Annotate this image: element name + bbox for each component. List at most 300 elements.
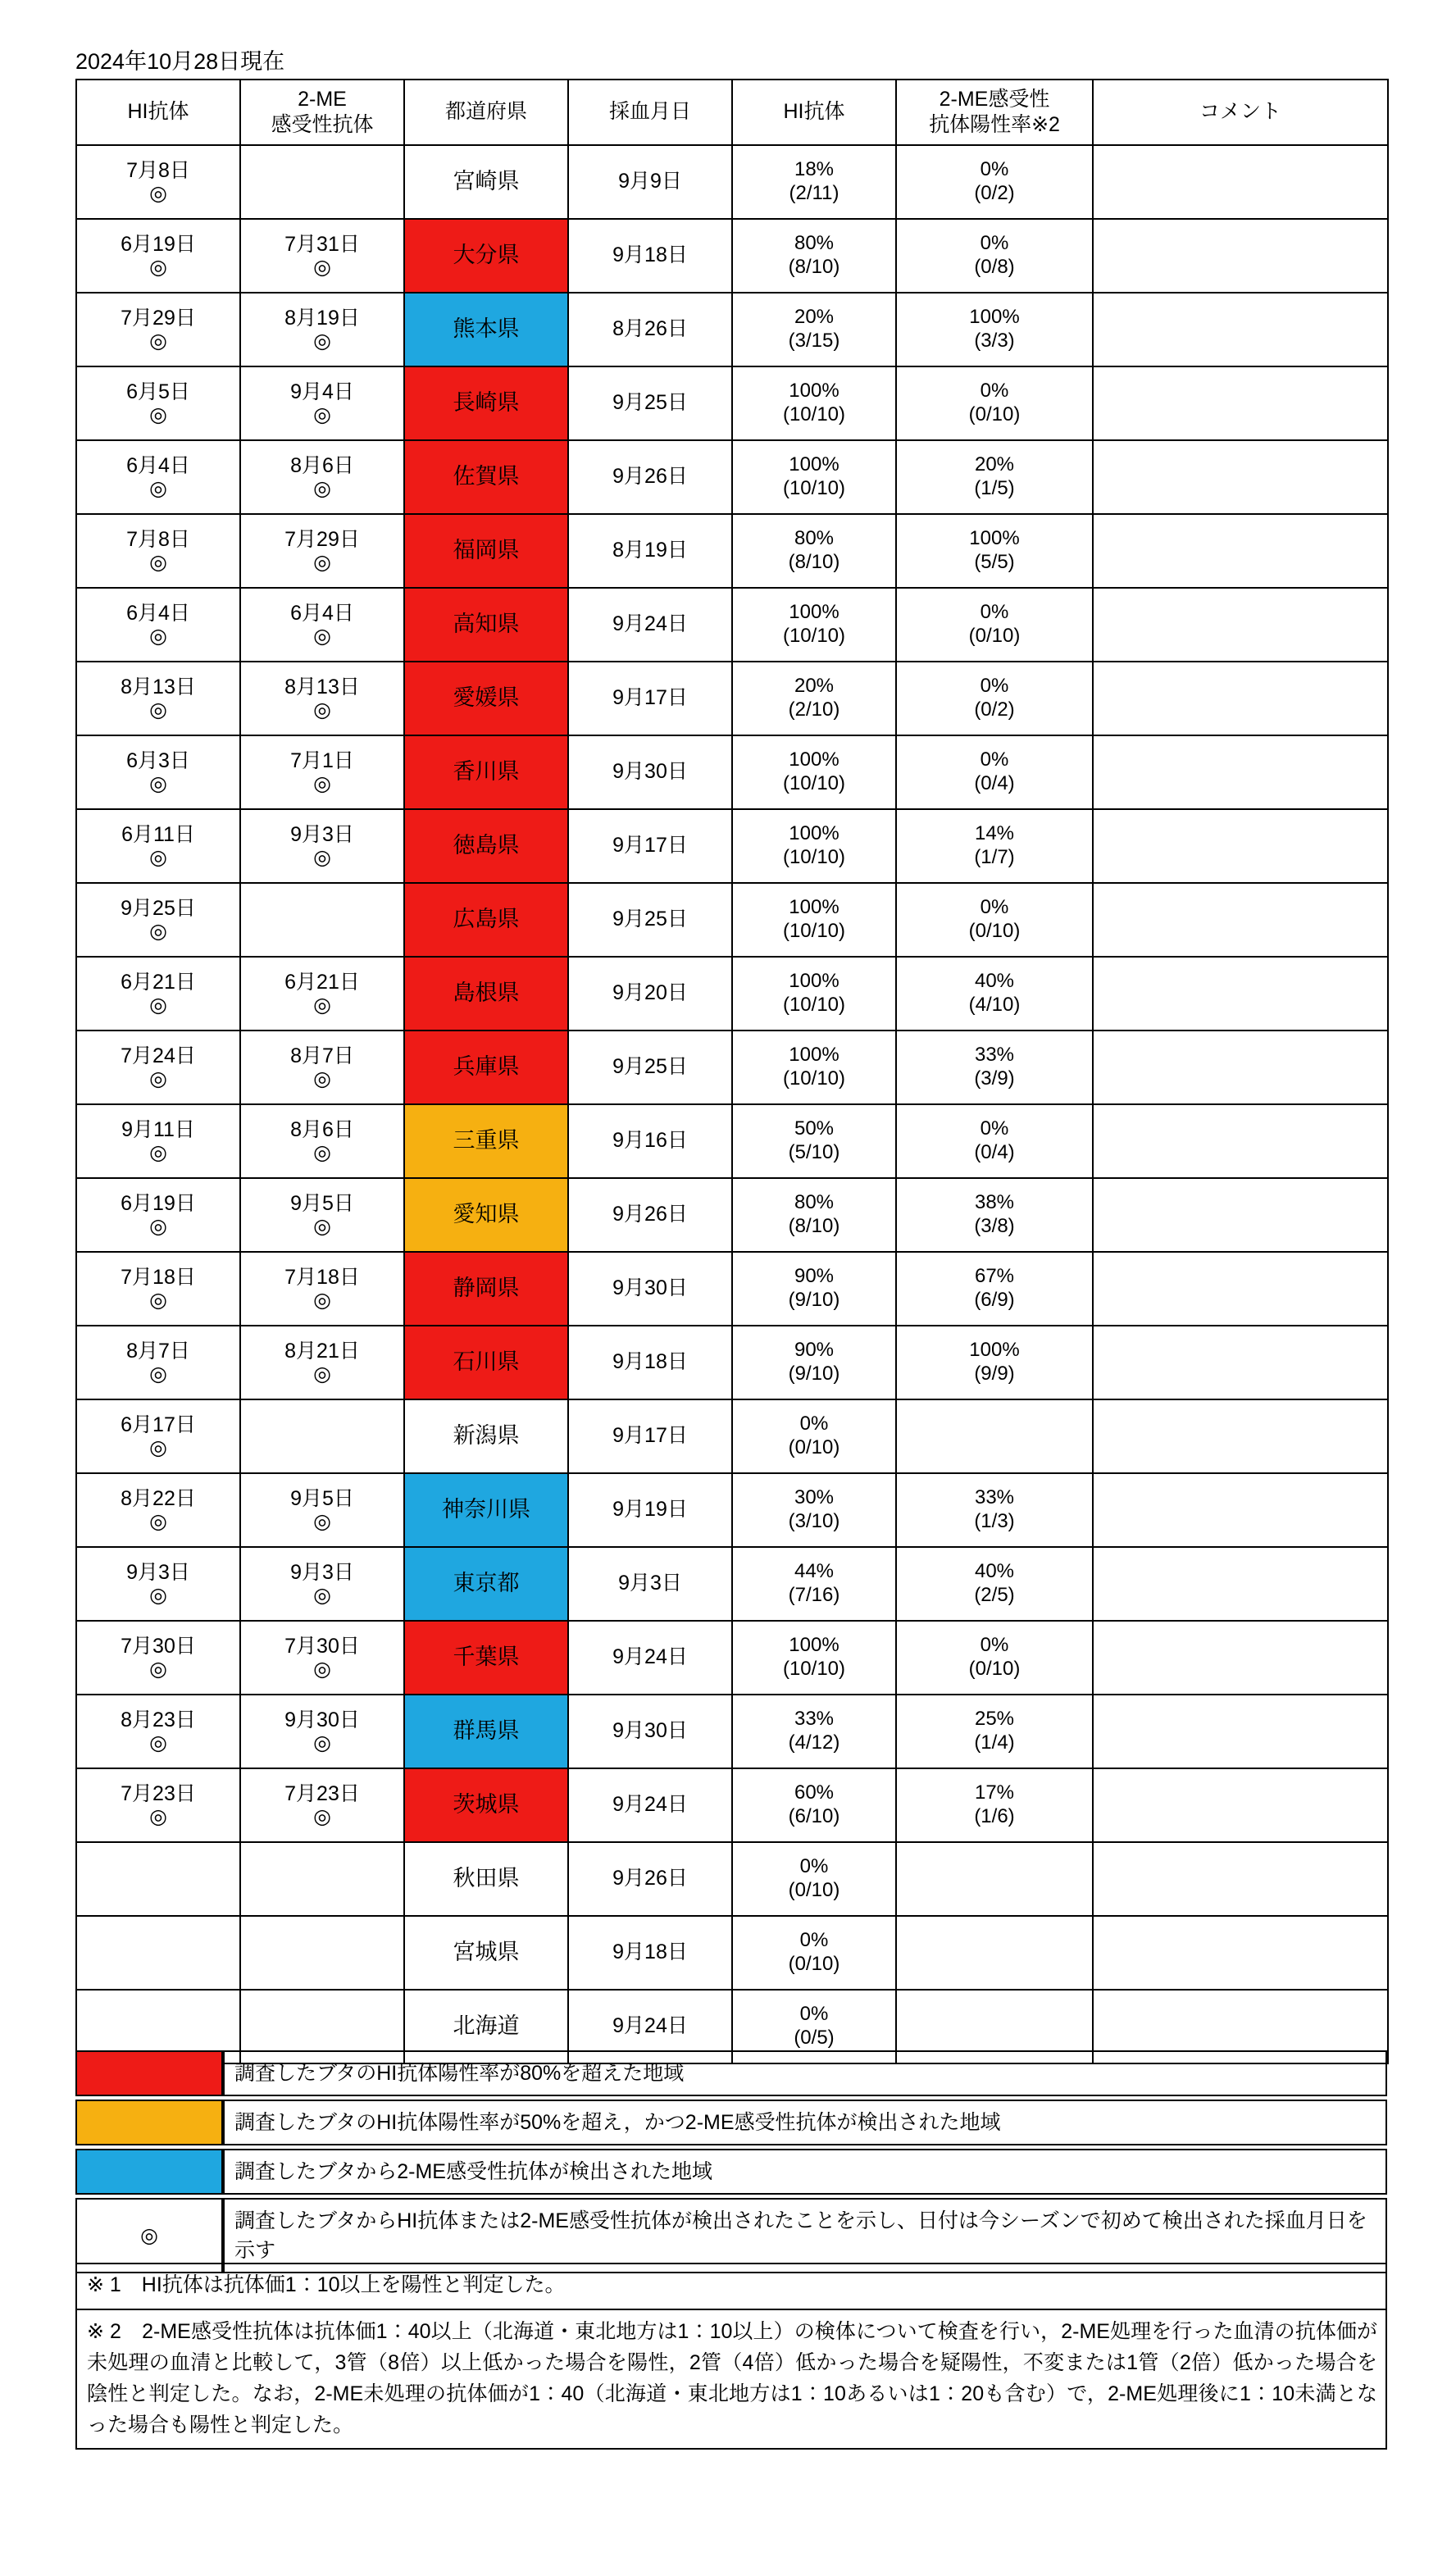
cell-hi-antibody-date-stack: [77, 1326, 239, 1399]
cell-2me-antibody-date-detection-mark-icon: ◎: [313, 330, 331, 353]
cell-hi-antibody-date: [76, 293, 240, 366]
cell-hi-positive-rate: [732, 293, 896, 366]
cell-hi-antibody-date-stack: [77, 1474, 239, 1546]
cell-hi-antibody-date-value: 7月18日: [121, 1265, 196, 1289]
cell-hi-positive-rate-fraction: (10/10): [782, 1658, 846, 1680]
cell-hi-antibody-date-detection-mark-icon: ◎: [149, 1363, 167, 1385]
cell-bleed-date: 9月24日: [568, 1621, 732, 1695]
cell-hi-positive-rate-fraction: (9/10): [788, 1289, 840, 1311]
cell-2me-antibody-date: [240, 588, 404, 662]
cell-hi-positive-rate-fraction: (4/12): [788, 1731, 840, 1754]
surveillance-table: [75, 79, 1389, 2064]
cell-hi-positive-rate-stack: [733, 589, 895, 661]
table-body: [76, 145, 1388, 2063]
cell-2me-antibody-date-detection-mark-icon: ◎: [313, 1067, 331, 1090]
table-row: [76, 1178, 1388, 1252]
cell-2me-antibody-date-stack: [241, 1622, 403, 1694]
cell-2me-positive-rate: [896, 735, 1093, 809]
cell-comment: [1093, 1104, 1388, 1178]
cell-2me-positive-rate-stack: [897, 1917, 1092, 1989]
cell-2me-antibody-date-value: 9月3日: [290, 822, 354, 846]
legend-swatch-blue: [75, 2149, 223, 2195]
cell-2me-antibody-date: [240, 1178, 404, 1252]
legend-row: [75, 2050, 1387, 2096]
footnote-2: ※ 2 2-ME感受性抗体は抗体価1：40以上（北海道・東北地方は1：10以上）の検体について検査を行い，2-ME処理を行った血清の抗体価が未処理の血清と比較して，3管（8倍）以上低かった場合を陽性，2管（4倍）低かった場合を疑陽性，不変または1管（2倍）低かった場合を陰性と判定した。なお，2-ME未処理の抗体価が1：40（北海道・東北地方は1：10あるいは1：20も含む）で，2-ME処理後に1：10未満となった場合も陽性と判定した。: [75, 2310, 1387, 2450]
cell-hi-positive-rate-fraction: (6/10): [788, 1805, 840, 1827]
cell-comment: [1093, 588, 1388, 662]
cell-hi-positive-rate-stack: [733, 1917, 895, 1989]
cell-hi-positive-rate: [732, 1768, 896, 1842]
cell-comment: [1093, 219, 1388, 293]
cell-2me-antibody-date-value: 9月5日: [290, 1486, 354, 1510]
footnote-1: ※ 1 HI抗体は抗体価1：10以上を陽性と判定した。: [75, 2263, 1387, 2310]
cell-2me-antibody-date-detection-mark-icon: ◎: [313, 698, 331, 721]
cell-hi-positive-rate-percent: 0%: [799, 1929, 829, 1952]
cell-hi-positive-rate-percent: 100%: [789, 1634, 839, 1657]
cell-2me-antibody-date-stack: [241, 515, 403, 587]
cell-2me-antibody-date: [240, 145, 404, 219]
cell-2me-antibody-date-stack: [241, 736, 403, 808]
cell-2me-positive-rate-percent: 0%: [980, 232, 1009, 255]
cell-hi-positive-rate-stack: [733, 367, 895, 439]
cell-2me-positive-rate: [896, 1695, 1093, 1768]
cell-hi-positive-rate-stack: [733, 1548, 895, 1620]
cell-hi-positive-rate-percent: 20%: [794, 306, 835, 329]
cell-hi-antibody-date-value: 6月19日: [121, 1191, 196, 1215]
cell-hi-antibody-date-detection-mark-icon: ◎: [149, 182, 167, 205]
cell-2me-antibody-date: [240, 1916, 404, 1990]
cell-comment: [1093, 514, 1388, 588]
cell-2me-antibody-date-value: 8月6日: [290, 1117, 354, 1141]
cell-2me-antibody-date-stack: [241, 1326, 403, 1399]
cell-2me-positive-rate-percent: 100%: [969, 527, 1020, 550]
cell-2me-positive-rate-percent: 0%: [980, 1117, 1009, 1140]
cell-hi-antibody-date-stack: [77, 662, 239, 735]
cell-2me-positive-rate-fraction: (0/2): [974, 698, 1015, 721]
cell-2me-positive-rate-stack: [897, 1474, 1092, 1546]
cell-2me-positive-rate: [896, 1104, 1093, 1178]
cell-2me-positive-rate-percent: 33%: [974, 1486, 1015, 1509]
cell-hi-antibody-date: [76, 514, 240, 588]
cell-2me-antibody-date: [240, 1842, 404, 1916]
cell-hi-antibody-date: [76, 735, 240, 809]
cell-hi-positive-rate-stack: [733, 1326, 895, 1399]
cell-hi-positive-rate-fraction: (10/10): [782, 1067, 846, 1090]
cell-prefecture: 愛知県: [404, 1178, 568, 1252]
cell-2me-positive-rate: [896, 1399, 1093, 1473]
cell-2me-positive-rate-stack: [897, 1548, 1092, 1620]
cell-2me-positive-rate: [896, 1031, 1093, 1104]
cell-hi-antibody-date-value: 6月3日: [126, 748, 190, 772]
cell-bleed-date: 9月18日: [568, 1916, 732, 1990]
as-of-date: 2024年10月28日現在: [75, 49, 285, 74]
cell-2me-antibody-date-stack: [241, 662, 403, 735]
table-row: [76, 957, 1388, 1031]
table-row: [76, 662, 1388, 735]
cell-hi-antibody-date: [76, 1178, 240, 1252]
cell-prefecture: 宮城県: [404, 1916, 568, 1990]
legend-detection-mark-icon: ◎: [140, 2224, 158, 2247]
cell-2me-antibody-date-stack: [241, 810, 403, 882]
legend-body: [75, 2050, 1387, 2273]
cell-hi-antibody-date: [76, 809, 240, 883]
cell-hi-positive-rate: [732, 588, 896, 662]
cell-hi-antibody-date-stack: [77, 1105, 239, 1177]
cell-hi-antibody-date-value: 6月21日: [121, 970, 196, 994]
cell-2me-antibody-date: [240, 366, 404, 440]
cell-hi-positive-rate: [732, 1547, 896, 1621]
cell-hi-antibody-date-value: 6月17日: [121, 1413, 196, 1436]
cell-hi-positive-rate-percent: 80%: [794, 527, 835, 550]
cell-comment: [1093, 1031, 1388, 1104]
cell-2me-antibody-date-value: 7月18日: [284, 1265, 360, 1289]
cell-2me-positive-rate-stack: [897, 515, 1092, 587]
cell-hi-positive-rate-stack: [733, 220, 895, 292]
cell-hi-antibody-date-stack: [77, 367, 239, 439]
cell-hi-positive-rate-percent: 20%: [794, 675, 835, 698]
table-row: [76, 1326, 1388, 1399]
table-row: [76, 1031, 1388, 1104]
cell-hi-positive-rate-fraction: (10/10): [782, 477, 846, 499]
cell-hi-positive-rate-percent: 44%: [794, 1560, 835, 1583]
cell-hi-positive-rate: [732, 1842, 896, 1916]
cell-2me-antibody-date-detection-mark-icon: ◎: [313, 403, 331, 426]
cell-comment: [1093, 440, 1388, 514]
cell-hi-antibody-date-stack: [77, 958, 239, 1030]
cell-2me-antibody-date-detection-mark-icon: ◎: [313, 994, 331, 1017]
cell-2me-antibody-date-detection-mark-icon: ◎: [313, 1363, 331, 1385]
cell-2me-positive-rate-percent: 20%: [974, 453, 1015, 476]
cell-bleed-date: 9月16日: [568, 1104, 732, 1178]
cell-2me-positive-rate-percent: 0%: [980, 748, 1009, 771]
cell-hi-antibody-date-detection-mark-icon: ◎: [149, 330, 167, 353]
cell-2me-antibody-date: [240, 1031, 404, 1104]
cell-hi-positive-rate-stack: [733, 1695, 895, 1768]
cell-2me-positive-rate-percent: 14%: [974, 822, 1015, 845]
cell-hi-positive-rate-percent: 30%: [794, 1486, 835, 1509]
cell-2me-antibody-date: [240, 514, 404, 588]
cell-hi-positive-rate-stack: [733, 515, 895, 587]
header-bleed-date: 採血月日: [568, 80, 732, 145]
cell-2me-antibody-date-stack: [241, 1548, 403, 1620]
cell-2me-antibody-date-stack: [241, 1917, 403, 1989]
cell-hi-positive-rate-fraction: (10/10): [782, 625, 846, 647]
legend-description: 調査したブタのHI抗体陽性率が50%を超え，かつ2-ME感受性抗体が検出された地域: [223, 2100, 1387, 2145]
cell-2me-antibody-date-detection-mark-icon: ◎: [313, 1658, 331, 1681]
cell-hi-positive-rate: [732, 219, 896, 293]
cell-hi-antibody-date-detection-mark-icon: ◎: [149, 256, 167, 279]
cell-2me-antibody-date-detection-mark-icon: ◎: [313, 256, 331, 279]
cell-2me-positive-rate-fraction: (3/9): [974, 1067, 1015, 1090]
cell-hi-positive-rate-fraction: (0/10): [788, 1436, 840, 1458]
cell-prefecture: 熊本県: [404, 293, 568, 366]
cell-2me-antibody-date-stack: [241, 441, 403, 513]
table-row: [76, 1695, 1388, 1768]
cell-2me-antibody-date-detection-mark-icon: ◎: [313, 1289, 331, 1312]
cell-2me-antibody-date-detection-mark-icon: ◎: [313, 1215, 331, 1238]
cell-2me-antibody-date-value: 8月13日: [284, 675, 360, 698]
cell-2me-antibody-date: [240, 957, 404, 1031]
cell-2me-antibody-date: [240, 1252, 404, 1326]
header-2me-rate-line1: 2-ME感受性: [939, 87, 1050, 111]
legend-swatch-red: [75, 2050, 223, 2096]
cell-2me-positive-rate: [896, 1326, 1093, 1399]
header-hi-antibody-date: HI抗体: [76, 80, 240, 145]
cell-2me-positive-rate-stack: [897, 958, 1092, 1030]
cell-2me-positive-rate-fraction: (3/3): [974, 330, 1015, 352]
cell-2me-antibody-date: [240, 1104, 404, 1178]
cell-bleed-date: 9月18日: [568, 219, 732, 293]
cell-hi-positive-rate-fraction: (10/10): [782, 920, 846, 942]
cell-prefecture: 広島県: [404, 883, 568, 957]
cell-2me-antibody-date-detection-mark-icon: ◎: [313, 772, 331, 795]
cell-prefecture: 島根県: [404, 957, 568, 1031]
cell-hi-positive-rate: [732, 1399, 896, 1473]
cell-2me-positive-rate-stack: [897, 441, 1092, 513]
cell-hi-positive-rate: [732, 366, 896, 440]
cell-hi-positive-rate-fraction: (8/10): [788, 1215, 840, 1237]
cell-2me-positive-rate-stack: [897, 1622, 1092, 1694]
table-row: [76, 883, 1388, 957]
cell-hi-positive-rate-fraction: (3/10): [788, 1510, 840, 1532]
cell-2me-antibody-date: [240, 1326, 404, 1399]
cell-hi-antibody-date: [76, 1695, 240, 1768]
cell-2me-positive-rate-fraction: (5/5): [974, 551, 1015, 573]
cell-hi-positive-rate-stack: [733, 1622, 895, 1694]
cell-hi-antibody-date: [76, 883, 240, 957]
cell-bleed-date: 9月24日: [568, 1768, 732, 1842]
cell-2me-positive-rate: [896, 1473, 1093, 1547]
cell-comment: [1093, 957, 1388, 1031]
legend-row: [75, 2149, 1387, 2195]
cell-hi-antibody-date-stack: [77, 146, 239, 218]
cell-comment: [1093, 1473, 1388, 1547]
cell-2me-positive-rate: [896, 1768, 1093, 1842]
cell-hi-positive-rate-stack: [733, 662, 895, 735]
cell-prefecture: 福岡県: [404, 514, 568, 588]
cell-bleed-date: 9月25日: [568, 366, 732, 440]
cell-hi-antibody-date: [76, 1031, 240, 1104]
cell-hi-antibody-date-detection-mark-icon: ◎: [149, 1215, 167, 1238]
cell-hi-antibody-date: [76, 957, 240, 1031]
cell-prefecture: 高知県: [404, 588, 568, 662]
cell-hi-positive-rate-fraction: (10/10): [782, 846, 846, 868]
cell-hi-positive-rate: [732, 809, 896, 883]
cell-2me-antibody-date-stack: [241, 1105, 403, 1177]
cell-comment: [1093, 1916, 1388, 1990]
cell-hi-positive-rate-percent: 90%: [794, 1339, 835, 1362]
cell-hi-antibody-date-stack: [77, 1695, 239, 1768]
cell-2me-positive-rate-fraction: (0/10): [968, 403, 1021, 425]
footnotes: [75, 2263, 1387, 2450]
cell-hi-antibody-date-detection-mark-icon: ◎: [149, 920, 167, 943]
cell-hi-positive-rate-stack: [733, 884, 895, 956]
cell-2me-positive-rate-fraction: (1/4): [974, 1731, 1015, 1754]
table-row: [76, 735, 1388, 809]
cell-prefecture: 群馬県: [404, 1695, 568, 1768]
cell-hi-antibody-date-stack: [77, 589, 239, 661]
cell-2me-positive-rate: [896, 883, 1093, 957]
cell-hi-antibody-date-detection-mark-icon: ◎: [149, 994, 167, 1017]
cell-2me-positive-rate-percent: 0%: [980, 1634, 1009, 1657]
cell-2me-positive-rate-percent: 0%: [980, 380, 1009, 403]
cell-2me-antibody-date-stack: [241, 220, 403, 292]
cell-hi-antibody-date-value: 7月8日: [126, 527, 190, 551]
cell-hi-positive-rate-percent: 100%: [789, 896, 839, 919]
cell-2me-antibody-date-value: 7月31日: [284, 232, 360, 256]
cell-2me-positive-rate-stack: [897, 736, 1092, 808]
cell-hi-antibody-date: [76, 145, 240, 219]
cell-hi-positive-rate: [732, 1252, 896, 1326]
cell-hi-positive-rate-fraction: (0/10): [788, 1953, 840, 1975]
cell-2me-positive-rate: [896, 588, 1093, 662]
cell-bleed-date: 8月19日: [568, 514, 732, 588]
cell-hi-antibody-date-stack: [77, 1769, 239, 1841]
cell-2me-positive-rate-stack: [897, 1843, 1092, 1915]
cell-hi-antibody-date-value: 7月29日: [121, 306, 196, 330]
cell-hi-positive-rate-percent: 80%: [794, 232, 835, 255]
cell-hi-antibody-date-value: 6月4日: [126, 601, 190, 625]
cell-2me-positive-rate: [896, 1252, 1093, 1326]
cell-2me-antibody-date-stack: [241, 589, 403, 661]
cell-hi-positive-rate-fraction: (10/10): [782, 772, 846, 794]
cell-hi-antibody-date-stack: [77, 1917, 239, 1989]
header-2me-line2: 感受性抗体: [271, 113, 374, 136]
cell-2me-antibody-date: [240, 1547, 404, 1621]
cell-2me-antibody-date: [240, 1399, 404, 1473]
cell-2me-positive-rate-fraction: (0/10): [968, 1658, 1021, 1680]
header-row: [76, 80, 1388, 145]
cell-2me-positive-rate-stack: [897, 146, 1092, 218]
cell-hi-positive-rate-percent: 33%: [794, 1708, 835, 1731]
cell-bleed-date: 9月26日: [568, 1842, 732, 1916]
cell-hi-positive-rate-percent: 100%: [789, 1044, 839, 1067]
cell-hi-antibody-date-detection-mark-icon: ◎: [149, 1805, 167, 1828]
cell-comment: [1093, 662, 1388, 735]
cell-bleed-date: 9月25日: [568, 883, 732, 957]
cell-prefecture: 静岡県: [404, 1252, 568, 1326]
cell-comment: [1093, 1621, 1388, 1695]
cell-2me-positive-rate: [896, 1178, 1093, 1252]
cell-2me-antibody-date-stack: [241, 1695, 403, 1768]
cell-2me-positive-rate-stack: [897, 1105, 1092, 1177]
cell-hi-antibody-date-value: 6月19日: [121, 232, 196, 256]
legend-row: [75, 2100, 1387, 2145]
table-row: [76, 809, 1388, 883]
cell-2me-antibody-date-value: 6月4日: [290, 601, 354, 625]
cell-bleed-date: 9月26日: [568, 440, 732, 514]
cell-2me-antibody-date-detection-mark-icon: ◎: [313, 846, 331, 869]
cell-comment: [1093, 809, 1388, 883]
cell-hi-positive-rate-fraction: (2/10): [788, 698, 840, 721]
cell-2me-positive-rate-percent: 33%: [974, 1044, 1015, 1067]
cell-prefecture: 石川県: [404, 1326, 568, 1399]
cell-2me-antibody-date: [240, 219, 404, 293]
cell-hi-antibody-date-detection-mark-icon: ◎: [149, 1584, 167, 1607]
cell-hi-positive-rate: [732, 1695, 896, 1768]
cell-prefecture: 神奈川県: [404, 1473, 568, 1547]
cell-2me-positive-rate-stack: [897, 1400, 1092, 1472]
cell-2me-positive-rate: [896, 219, 1093, 293]
cell-hi-antibody-date-stack: [77, 1031, 239, 1103]
table-row: [76, 366, 1388, 440]
cell-hi-antibody-date: [76, 1547, 240, 1621]
cell-hi-positive-rate-fraction: (2/11): [789, 182, 839, 204]
cell-hi-antibody-date: [76, 1104, 240, 1178]
cell-hi-antibody-date-value: 8月7日: [126, 1339, 190, 1363]
cell-hi-positive-rate: [732, 957, 896, 1031]
cell-comment: [1093, 1399, 1388, 1473]
cell-hi-positive-rate-fraction: (10/10): [782, 403, 846, 425]
cell-hi-positive-rate-stack: [733, 1769, 895, 1841]
cell-2me-positive-rate: [896, 957, 1093, 1031]
cell-hi-positive-rate-percent: 100%: [789, 380, 839, 403]
cell-2me-antibody-date: [240, 440, 404, 514]
cell-2me-positive-rate-fraction: (6/9): [974, 1289, 1015, 1311]
cell-2me-antibody-date-detection-mark-icon: ◎: [313, 1584, 331, 1607]
cell-2me-antibody-date: [240, 293, 404, 366]
cell-2me-positive-rate-fraction: (9/9): [974, 1363, 1015, 1385]
cell-hi-antibody-date: [76, 440, 240, 514]
cell-2me-antibody-date-stack: [241, 293, 403, 366]
cell-hi-positive-rate-percent: 80%: [794, 1191, 835, 1214]
cell-2me-antibody-date: [240, 1695, 404, 1768]
table-row: [76, 1473, 1388, 1547]
cell-hi-antibody-date-detection-mark-icon: ◎: [149, 1658, 167, 1681]
cell-hi-antibody-date-detection-mark-icon: ◎: [149, 1067, 167, 1090]
table-row: [76, 514, 1388, 588]
cell-2me-antibody-date: [240, 1621, 404, 1695]
cell-prefecture: 徳島県: [404, 809, 568, 883]
legend-table: [75, 2047, 1387, 2277]
cell-hi-positive-rate-fraction: (0/10): [788, 1879, 840, 1901]
cell-hi-positive-rate-stack: [733, 146, 895, 218]
cell-2me-positive-rate-percent: 17%: [974, 1781, 1015, 1804]
cell-2me-positive-rate-stack: [897, 1031, 1092, 1103]
cell-2me-positive-rate-percent: 0%: [980, 158, 1009, 181]
cell-hi-antibody-date-value: 7月23日: [121, 1781, 196, 1805]
cell-hi-positive-rate: [732, 514, 896, 588]
cell-2me-positive-rate: [896, 1621, 1093, 1695]
cell-hi-positive-rate-fraction: (3/15): [788, 330, 840, 352]
cell-2me-positive-rate: [896, 366, 1093, 440]
cell-hi-antibody-date-stack: [77, 1179, 239, 1251]
cell-comment: [1093, 883, 1388, 957]
cell-prefecture: 秋田県: [404, 1842, 568, 1916]
cell-2me-positive-rate-fraction: (0/4): [974, 772, 1015, 794]
cell-2me-positive-rate-percent: 100%: [969, 1339, 1020, 1362]
cell-2me-positive-rate-percent: 0%: [980, 896, 1009, 919]
cell-hi-positive-rate-stack: [733, 1474, 895, 1546]
cell-hi-positive-rate-fraction: (7/16): [788, 1584, 840, 1606]
cell-hi-positive-rate-percent: 50%: [794, 1117, 835, 1140]
cell-hi-positive-rate-percent: 100%: [789, 601, 839, 624]
cell-2me-positive-rate: [896, 145, 1093, 219]
cell-2me-antibody-date-detection-mark-icon: ◎: [313, 1141, 331, 1164]
cell-2me-antibody-date-value: 9月30日: [284, 1708, 360, 1731]
cell-2me-positive-rate-percent: 38%: [974, 1191, 1015, 1214]
cell-2me-positive-rate-percent: 67%: [974, 1265, 1015, 1288]
cell-2me-antibody-date-value: 7月29日: [284, 527, 360, 551]
cell-2me-antibody-date-stack: [241, 1474, 403, 1546]
cell-hi-antibody-date-detection-mark-icon: ◎: [149, 625, 167, 648]
table-row: [76, 1104, 1388, 1178]
cell-hi-positive-rate-percent: 100%: [789, 970, 839, 993]
cell-comment: [1093, 1252, 1388, 1326]
cell-prefecture: 佐賀県: [404, 440, 568, 514]
cell-2me-positive-rate: [896, 1842, 1093, 1916]
cell-hi-antibody-date-stack: [77, 1253, 239, 1325]
